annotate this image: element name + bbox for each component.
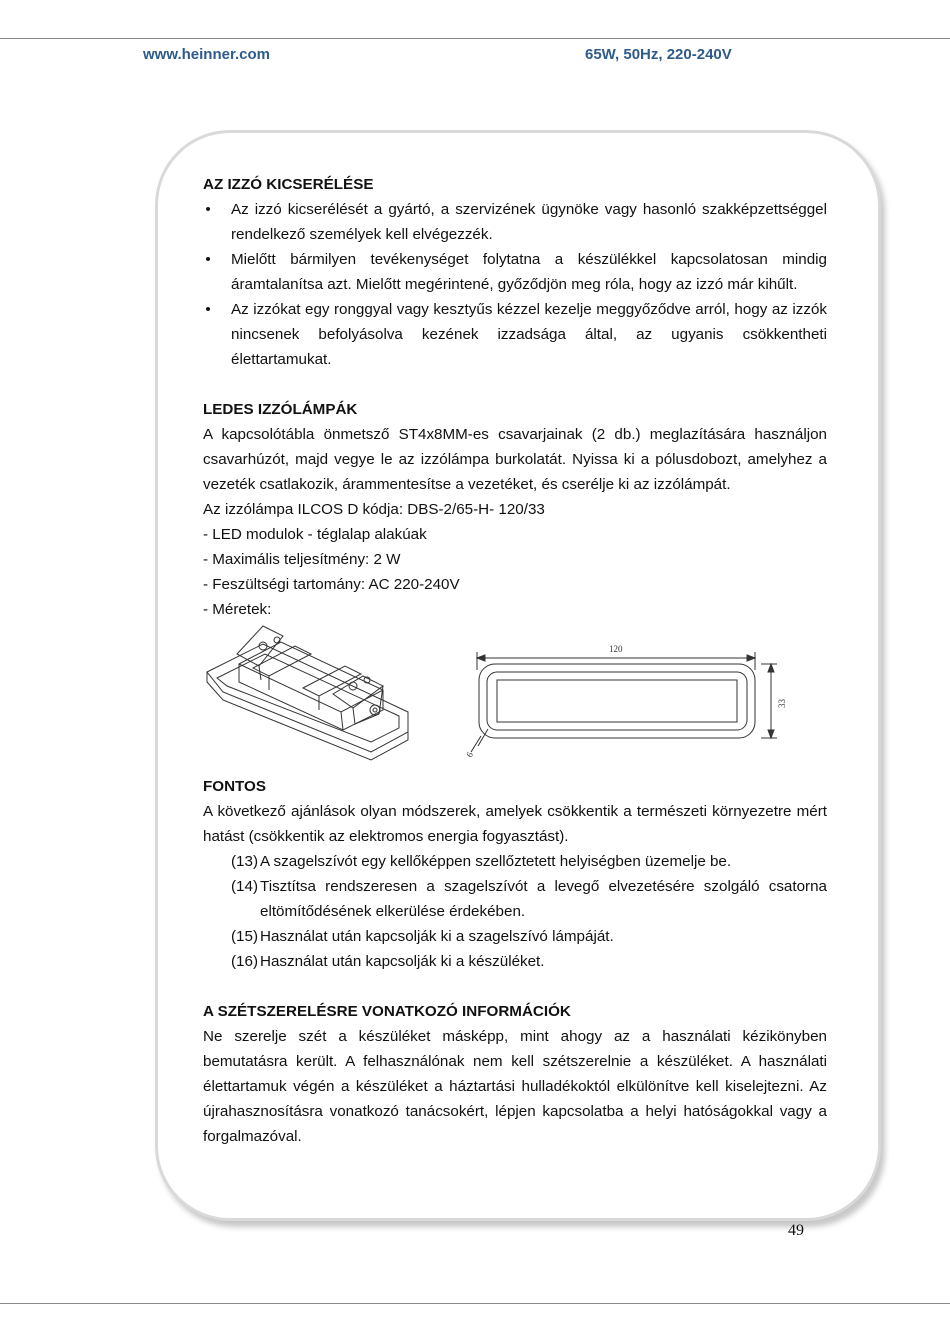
disassembly-paragraph: Ne szerelje szét a készüléket másképp, mint ahogy az a használati kézikönyben bemutatásra került. A felhasználónak nem kell szétszerelnie a készüléket. A használati élettartamuk végén a készüléket a háztartási hulladékoktól elkülönítve kell kiselejtezni. Az újrahasznosításra vonatkozó tanácsokért, lépjen kapcsolatba a helyi hatóságokkal vagy a forgalmazóval. (203, 1028, 827, 1145)
spec-line-voltage: - Feszültségi tartomány: AC 220-240V (203, 576, 460, 593)
list-item: (13) A szagelszívót egy kellőképpen szellőztetett helyiségben üzemelje be. (231, 853, 732, 870)
header-spec: 65W, 50Hz, 220-240V (585, 46, 732, 63)
led-lamps-paragraph: A kapcsolótábla önmetsző ST4x8MM-es csavarjainak (2 db.) meglazítására használjon csavarhúzót, majd vegye le az izzólámpa burkolatát. Nyissa ki a pólusdobozt, amelyhez a vezeték csatlakozik, árammentesítse a vezetéket, és cserélje ki az izzólámpát. (203, 426, 827, 493)
list-item: (14) Tisztítsa rendszeresen a szagelszívót a levegő elvezetésére szolgáló csatorna eltömítődésének elkerülése érdekében. (231, 878, 827, 920)
section-title-disassembly: A SZÉTSZERELÉSRE VONATKOZÓ INFORMÁCIÓK (203, 1003, 571, 1020)
spec-line-led-modules: - LED modulok - téglalap alakúak (203, 526, 427, 543)
dimension-height-label: 33 (777, 699, 787, 708)
footer-rule (0, 1303, 950, 1304)
bulb-replacement-list (203, 197, 827, 372)
list-item: • Az izzó kicserélését a gyártó, a szervizének ügynöke vagy hasonló szakképzettséggel rendelkező személyek kell elvégezzék. (203, 197, 827, 247)
list-item: • Az izzókat egy ronggyal vagy kesztyűs kézzel kezelje meggyőződve arról, hogy az izzók nincsenek befolyásolva kezének izzadsága által, az ugyanis csökkentheti élettartamukat. (203, 297, 827, 372)
page-number: 49 (788, 1222, 804, 1239)
dimension-length-label: 120 (609, 644, 623, 654)
section-title-led-lamps: LEDES IZZÓLÁMPÁK (203, 401, 358, 418)
dimension-depth-label: 6 (464, 750, 475, 759)
lamp-dimension-drawing (464, 634, 793, 764)
section-title-important: FONTOS (203, 778, 267, 795)
bullet-icon: • (205, 201, 211, 218)
section-title-bulb-replacement: AZ IZZÓ KICSERÉLÉSE (203, 176, 374, 193)
important-paragraph: A következő ajánlások olyan módszerek, amelyek csökkentik a természeti környezetre mért hatást (csökkentik az elektromos energia fogyasztást). (203, 803, 827, 845)
page-content (203, 172, 827, 1149)
spec-line-dimensions: - Méretek: (203, 601, 272, 618)
spec-line-ilcos: Az izzólámpa ILCOS D kódja: DBS-2/65-H- 120/33 (203, 501, 545, 518)
list-item: (16) Használat után kapcsolják ki a készüléket. (231, 953, 545, 970)
list-item: (15) Használat után kapcsolják ki a szagelszívó lámpáját. (231, 928, 614, 945)
header-website: www.heinner.com (143, 46, 270, 63)
spec-line-max-power: - Maximális teljesítmény: 2 W (203, 551, 401, 568)
lamp-3d-drawing (203, 624, 423, 759)
lamp-figures (203, 624, 827, 774)
bullet-icon: • (205, 251, 211, 268)
header-rule (0, 38, 950, 39)
list-item: • Mielőtt bármilyen tevékenységet folytatna a készülékkel kapcsolatosan mindig áramtalanítsa azt. Mielőtt megérintené, győződjön meg róla, hogy az izzó már kihűlt. (203, 247, 827, 297)
bullet-icon: • (205, 301, 211, 318)
